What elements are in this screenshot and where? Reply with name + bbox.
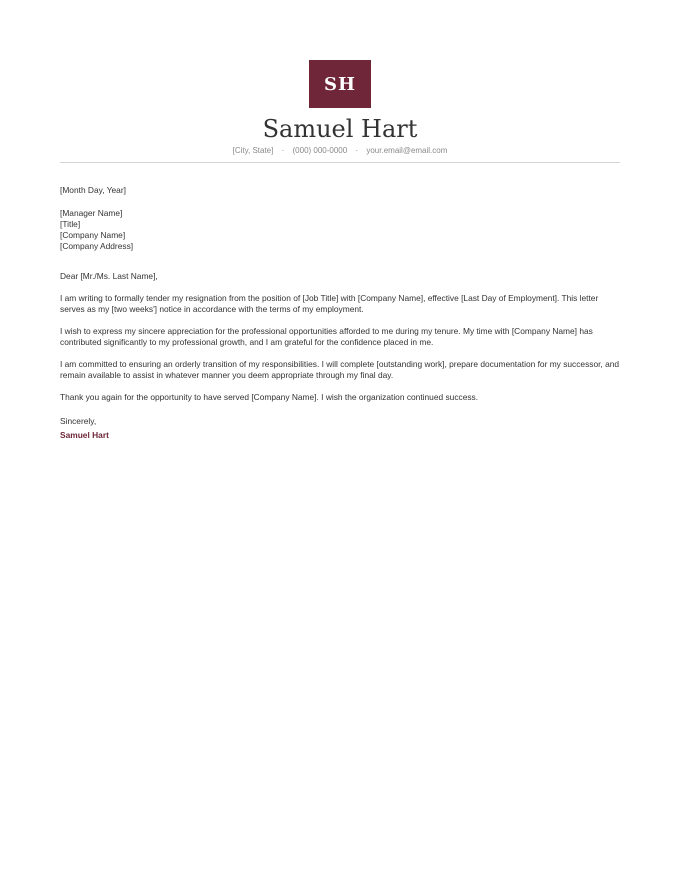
recipient-block [60, 208, 625, 252]
signature-name: Samuel Hart [60, 430, 109, 440]
closing: Sincerely, [60, 416, 97, 426]
paragraph-resignation: I am writing to formally tender my resignation from the position of [Job Title] with [Company Name], effective [Last Day of Employment]. This letter serves as my [two weeks'] notice in accordance with the terms of my employment. [60, 293, 599, 314]
letter-date: [Month Day, Year] [60, 185, 126, 195]
contact-separator: · [355, 146, 359, 155]
monogram-initials: SH [323, 73, 356, 95]
recipient-title: [Title] [60, 219, 81, 229]
contact-separator: · [281, 146, 285, 155]
recipient-company-address: [Company Address] [60, 241, 134, 251]
sender-name: Samuel Hart [262, 115, 418, 143]
contact-city-state: [City, State] [232, 146, 274, 155]
contact-line [0, 146, 680, 155]
paragraph-thanks: Thank you again for the opportunity to have served [Company Name]. I wish the organization continued success. [60, 392, 479, 402]
recipient-manager-name: [Manager Name] [60, 208, 123, 218]
header-divider [60, 162, 620, 163]
paragraph-transition: I am committed to ensuring an orderly transition of my responsibilities. I will complete [outstanding work], prepare documentation for my successor, and remain available to assist in whatever manner you deem appropriate through my final day. [60, 359, 620, 380]
paragraph-appreciation: I wish to express my sincere appreciation for the professional opportunities afforded to me during my tenure. My time with [Company Name] has contributed significantly to my professional growth, and I am grateful for the confidence placed in me. [60, 326, 593, 347]
monogram-badge [309, 60, 371, 108]
contact-email: your.email@email.com [366, 146, 448, 155]
recipient-company-name: [Company Name] [60, 230, 126, 240]
salutation: Dear [Mr./Ms. Last Name], [60, 271, 158, 281]
contact-phone: (000) 000-0000 [292, 146, 348, 155]
